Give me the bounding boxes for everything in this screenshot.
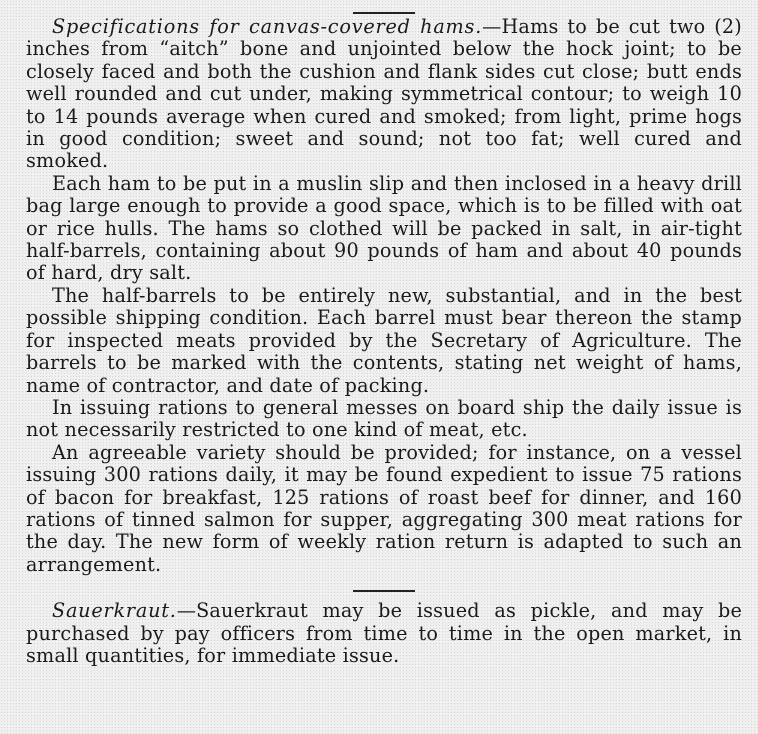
paragraph-sauerkraut [26,600,742,667]
paragraph-text: —Sauerkraut may be issued as pickle, and may be purchased by pay officers from time to time in the open market, in small quantities, for immediate issue. [26,599,742,667]
paragraph-half-barrels: The half-barrels to be entirely new, substantial, and in the best possible shipping condition. Each barrel must bear thereon the stamp for inspected meats provided by the Secretary of Agriculture. The barrels to be marked with the contents, stating net weight of hams, name of contractor, and date of packing. [26,283,742,397]
paragraph-text: —Hams to be cut two (2) inches from “aitch” bone and unjointed below the hock joint; to be closely faced and both the cushion and flank sides cut close; butt ends well rounded and cut under, making symmetrical contour; to weigh 10 to 14 pounds average when cured and smoked; from light, prime hogs in good condition; sweet and sound; not too fat; well cured and smoked. [26,15,742,173]
paragraph-issuing-rations: In issuing rations to general messes on board ship the daily issue is not necessarily restricted to one kind of meat, etc. [26,395,742,442]
section-divider [353,590,415,592]
paragraph-ham-specifications [26,16,742,173]
paragraph-agreeable-variety: An agreeable variety should be provided; for instance, on a vessel issuing 300 rations daily, it may be found expedient to issue 75 rations of bacon for breakfast, 125 rations of roast beef for dinner, and 160 rations of tinned salmon for supper, aggregating 300 meat rations for the day. The new form of weekly ration return is adapted to such an arrangement. [26,440,742,576]
document-page [0,12,758,734]
section-heading-sauerkraut: Sauerkraut. [52,599,177,623]
section-heading-hams: Specifications for canvas-covered hams. [52,15,483,38]
paragraph-muslin-slip: Each ham to be put in a muslin slip and then inclosed in a heavy drill bag large enough to provide a good space, which is to be filled with oat or rice hulls. The hams so clothed will be packed in salt, in air-tight half-barrels, containing about 90 pounds of ham and about 40 pounds of hard, dry salt. [26,171,742,285]
top-divider [353,12,415,14]
